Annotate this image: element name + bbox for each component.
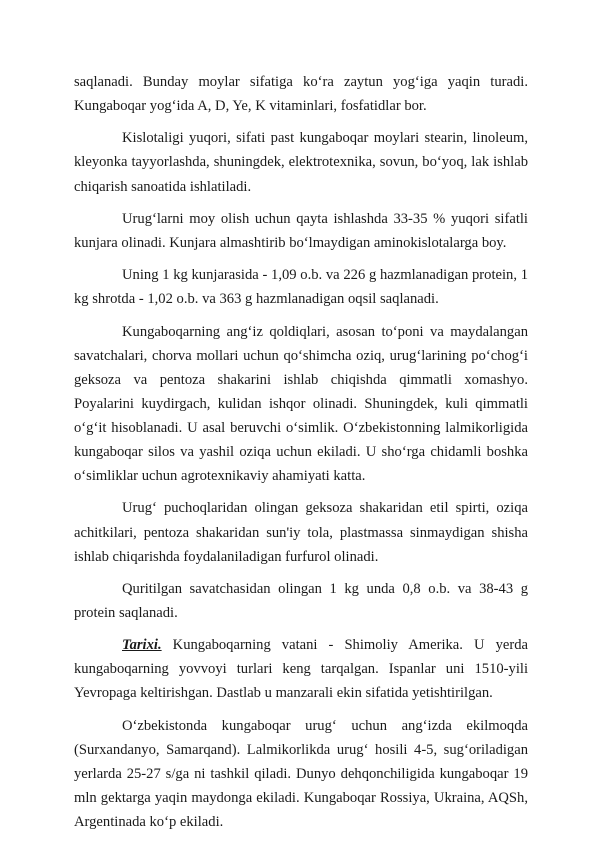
paragraph-history-body: Kungaboqarning vatani - Shimoliy Amerika. U yerda kungaboqarning yovvoyi turlari keng tarqalgan. Ispanlar uni 1510-yili Yevropaga keltirishgan. Dastlab u manzarali ekin sifatida yetishtirilgan. [74,637,528,702]
document-page [74,70,528,834]
paragraph-gap [74,311,528,319]
paragraph-gap [74,199,528,207]
paragraph-gap [74,625,528,633]
paragraph-5: Kungaboqarning ang‘iz qoldiqlari, asosan to‘poni va maydalangan savatchalari, chorva mollari uchun qo‘shimcha oziq, urug‘larining po‘chog‘i geksoza va pentoza shakarini ishlab chiqishda qimmatli xomashyo. Poyalarini kuydirgach, kulidan ishqor olinadi. Shuningdek, kuli qimmatli o‘g‘it hisoblanadi. U asal beruvchi o‘simlik. O‘zbekistonning lalmikorligida kungaboqar silos va yashil oziqa uchun ekiladi. U sho‘rga chidamli boshka o‘simliklar uchun agrotexnikaviy ahamiyati katta. [74,323,528,485]
paragraph-7: Quritilgan savatchasidan olingan 1 kg unda 0,8 o.b. va 38-43 g protein saqlanadi. [74,580,528,621]
paragraph-gap [74,118,528,126]
paragraph-2: Kislotaligi yuqori, sifati past kungaboqar moylari stearin, linoleum, kleyonka tayyorlashda, shuningdek, elektrotexnika, sovun, bo‘yoq, lak ishlab chiqarish sanoatida ishlatiladi. [74,130,528,195]
paragraph-history [74,633,528,705]
paragraph-3: Urug‘larni moy olish uchun qayta ishlashda 33-35 % yuqori sifatli kunjara olinadi. Kunjara almashtirib bo‘lmaydigan aminokislotalarga boy. [74,210,528,251]
paragraph-4: Uning 1 kg kunjarasida - 1,09 o.b. va 226 g hazmlanadigan protein, 1 kg shrotda - 1,02 o.b. va 363 g hazmlanadigan oqsil saqlanadi. [74,267,528,308]
paragraph-gap [74,706,528,714]
paragraph-gap [74,255,528,263]
paragraph-1: saqlanadi. Bunday moylar sifatiga ko‘ra zaytun yog‘iga yaqin turadi. Kungaboqar yog‘ida A, D, Ye, K vitaminlari, fosfatidlar bor. [74,74,528,115]
section-heading-tarixi: Tarixi. [122,637,162,654]
paragraph-gap [74,488,528,496]
paragraph-9: O‘zbekistonda kungaboqar urug‘ uchun ang‘izda ekilmoqda (Surxandanyo, Samarqand). Lalmikorlikda urug‘ hosili 4-5, sug‘oriladigan yerlarda 25-27 s/ga ni tashkil qiladi. Dunyo dehqonchiligida kungaboqar 19 mln gektarga yaqin maydonga ekiladi. Kungaboqar Rossiya, Ukraina, AQSh, Argentinada ko‘p ekiladi. [74,717,528,831]
paragraph-gap [74,569,528,577]
paragraph-6: Urug‘ puchoqlaridan olingan geksoza shakaridan etil spirti, oziqa achitkilari, pentoza shakaridan sun'iy tola, plastmassa sinmaydigan shisha ishlab chiqarishda foydalaniladigan furfurol olinadi. [74,500,528,565]
